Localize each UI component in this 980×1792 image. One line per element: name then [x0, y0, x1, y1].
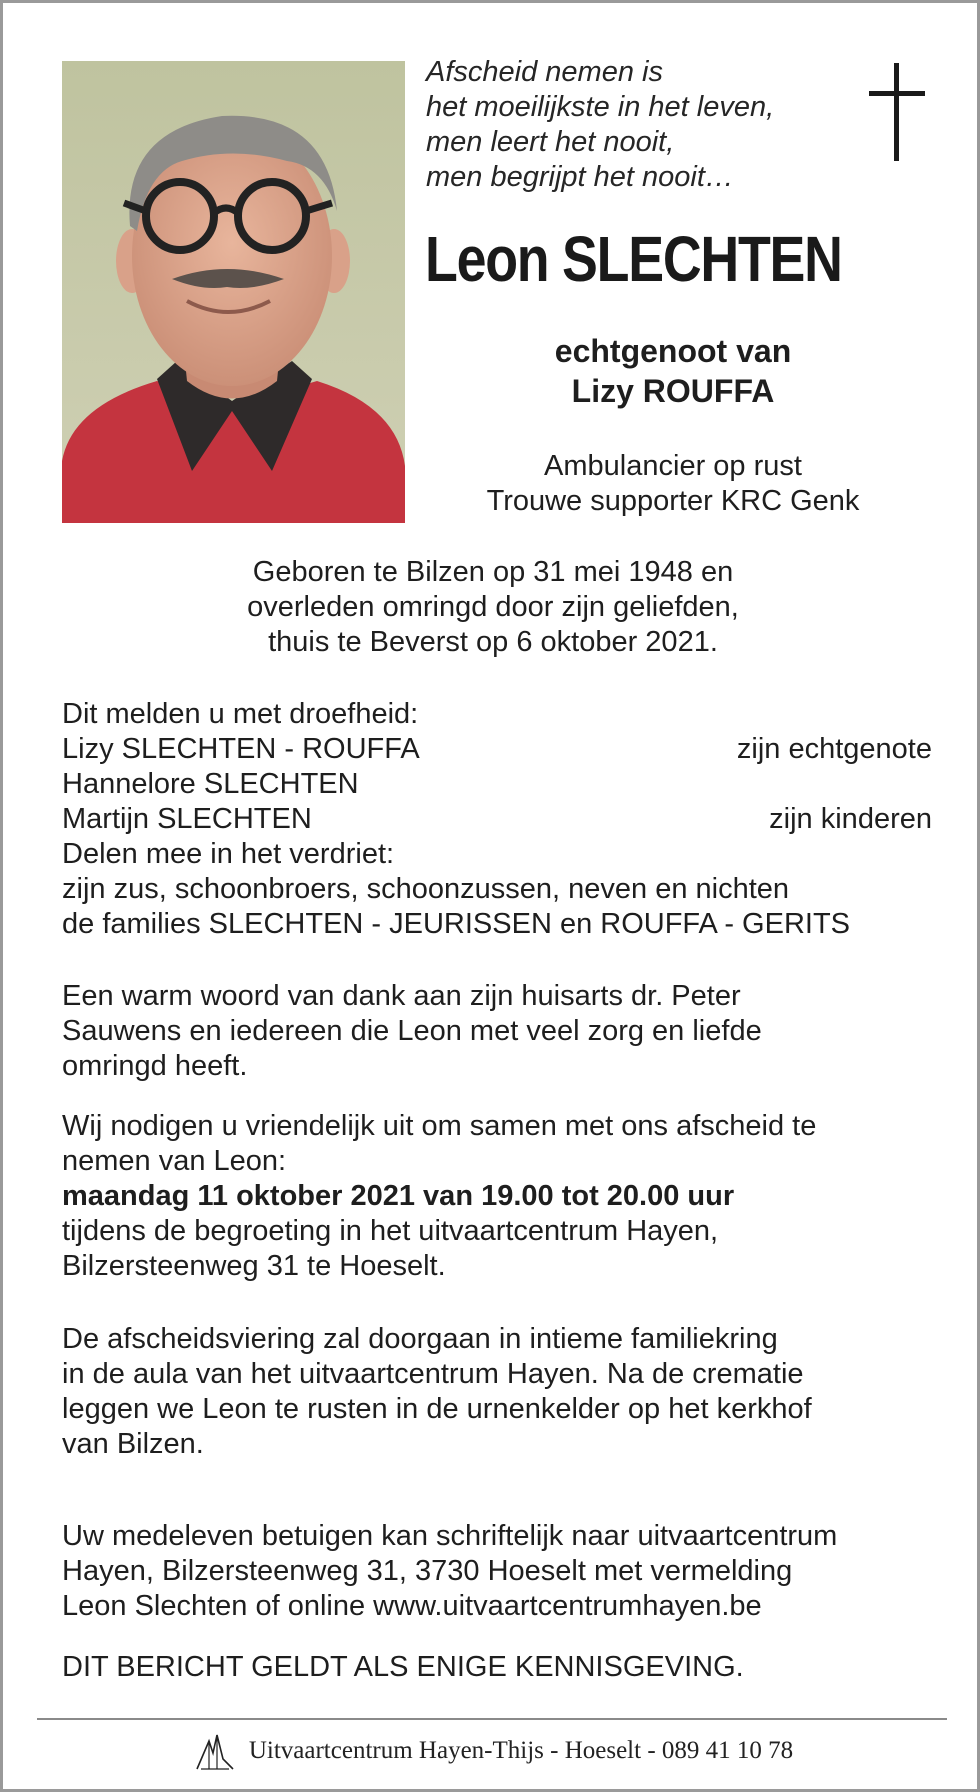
cross-icon	[869, 63, 925, 161]
mourner-name: Lizy SLECHTEN - ROUFFA	[62, 733, 420, 765]
ceremony-line: van Bilzen.	[62, 1428, 204, 1460]
ceremony-line: De afscheidsviering zal doorgaan in intieme familiekring	[62, 1323, 778, 1355]
spouse-label: echtgenoot van	[554, 333, 792, 369]
spouse-block	[433, 331, 913, 411]
poem-line: men leert het nooit,	[426, 126, 675, 158]
visitation-datetime: maandag 11 oktober 2021 van 19.00 tot 20.00 uur	[62, 1180, 735, 1212]
poem-line: het moeilijkste in het leven,	[426, 91, 775, 123]
footer	[133, 1728, 853, 1774]
condolences-line: Hayen, Bilzersteenweg 31, 3730 Hoeselt met vermelding	[62, 1555, 793, 1587]
occupation-block	[433, 449, 913, 519]
share-intro: Delen mee in het verdriet:	[62, 838, 395, 870]
condolences-block	[62, 1519, 932, 1624]
birth-death-line: overleden omringd door zijn geliefden,	[247, 591, 739, 623]
occupation-line: Trouwe supporter KRC Genk	[486, 485, 860, 517]
announcement-intro: Dit melden u met droefheid:	[62, 698, 419, 730]
deceased-name: Leon SLECHTEN	[425, 223, 842, 295]
invitation-line: nemen van Leon:	[62, 1145, 287, 1177]
portrait-illustration	[62, 61, 405, 523]
birth-death-line: thuis te Beverst op 6 oktober 2021.	[268, 626, 718, 658]
ceremony-block	[62, 1322, 932, 1462]
family-line: de families SLECHTEN - JEURISSEN en ROUFFA - GERITS	[62, 908, 851, 940]
poem-line: Afscheid nemen is	[426, 56, 663, 88]
family-line: zijn zus, schoonbroers, schoonzussen, neven en nichten	[62, 873, 790, 905]
occupation-line: Ambulancier op rust	[544, 450, 802, 482]
portrait-photo	[62, 61, 405, 523]
announcement-block	[62, 697, 932, 942]
thanks-line: Een warm woord van dank aan zijn huisarts dr. Peter	[62, 980, 741, 1012]
birth-death-line: Geboren te Bilzen op 31 mei 1948 en	[252, 556, 734, 588]
mourner-name: Martijn SLECHTEN	[62, 803, 312, 835]
footer-divider	[37, 1718, 947, 1720]
invitation-line: Bilzersteenweg 31 te Hoeselt.	[62, 1250, 446, 1282]
mourner-row	[62, 767, 932, 802]
mourner-row	[62, 802, 932, 837]
notice-text: DIT BERICHT GELDT ALS ENIGE KENNISGEVING.	[62, 1651, 744, 1683]
invitation-line: tijdens de begroeting in het uitvaartcentrum Hayen,	[62, 1215, 719, 1247]
birth-death-block	[93, 555, 893, 660]
poem-line: men begrijpt het nooit…	[426, 161, 734, 193]
mourner-relation: zijn kinderen	[769, 803, 932, 835]
ceremony-line: leggen we Leon te rusten in de urnenkelder op het kerkhof	[62, 1393, 812, 1425]
invitation-block	[62, 1109, 932, 1284]
mourner-name: Hannelore SLECHTEN	[62, 768, 359, 800]
footer-text: Uitvaartcentrum Hayen-Thijs - Hoeselt - 089 41 10 78	[248, 1737, 794, 1764]
thanks-line: omringd heeft.	[62, 1050, 248, 1082]
thanks-block	[62, 979, 932, 1084]
condolences-line: Leon Slechten of online www.uitvaartcentrumhayen.be	[62, 1590, 762, 1622]
condolences-line: Uw medeleven betuigen kan schriftelijk naar uitvaartcentrum	[62, 1520, 838, 1552]
invitation-line: Wij nodigen u vriendelijk uit om samen met ons afscheid te	[62, 1110, 817, 1142]
farewell-poem	[426, 55, 826, 195]
thanks-line: Sauwens en iedereen die Leon met veel zorg en liefde	[62, 1015, 762, 1047]
mourner-relation: zijn echtgenote	[736, 733, 932, 765]
mourner-row	[62, 732, 932, 767]
funeral-home-logo-icon	[193, 1729, 237, 1773]
spouse-name: Lizy ROUFFA	[571, 373, 775, 409]
ceremony-line: in de aula van het uitvaartcentrum Hayen. Na de crematie	[62, 1358, 804, 1390]
